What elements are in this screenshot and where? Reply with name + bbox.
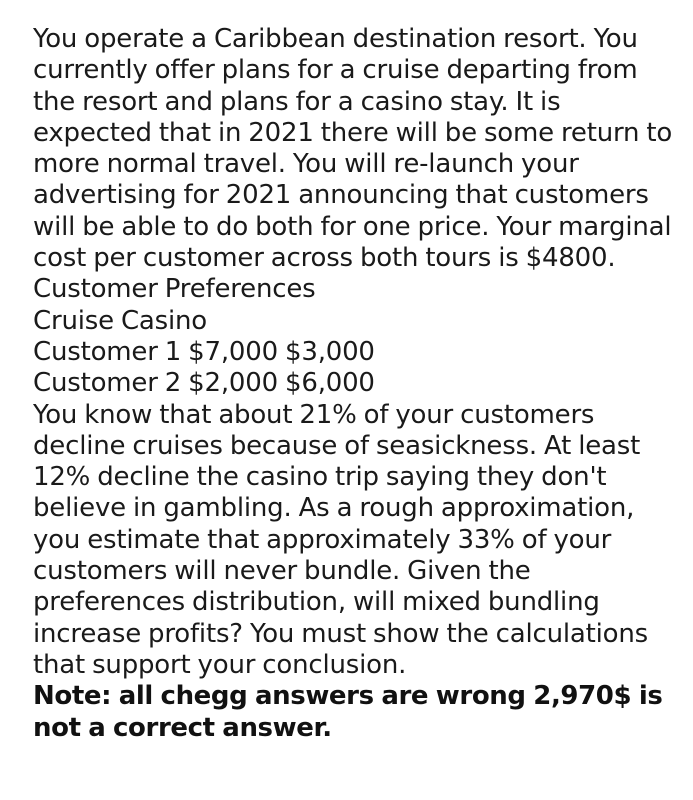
preference-row-customer-2: Customer 2 $2,000 $6,000 [33, 368, 375, 399]
intro-paragraph: You operate a Caribbean destination resort. You currently offer plans for a cruise departing from the resort and plans for a casino stay. It is expected that in 2021 there will be some return to more normal travel. You will re-launch your advertising for 2021 announcing that customers will be able to do both for one price. Your marginal cost per customer across both tours is $4800. [33, 24, 673, 274]
body-paragraph: You know that about 21% of your customers decline cruises because of seasickness. At least 12% decline the casino trip saying they don't believe in gambling. As a rough approximation, you estimate that approximately 33% of your customers will never bundle. Given the preferences distribution, will mixed bundling increase profits? You must show the calculations that support your conclusion. [33, 399, 648, 680]
note-text: Note: all chegg answers are wrong 2,970$ is not a correct answer. [33, 681, 663, 743]
preferences-columns: Cruise Casino [33, 305, 207, 336]
question-document [33, 24, 673, 744]
preferences-heading: Customer Preferences [33, 274, 316, 305]
preference-row-customer-1: Customer 1 $7,000 $3,000 [33, 336, 375, 367]
